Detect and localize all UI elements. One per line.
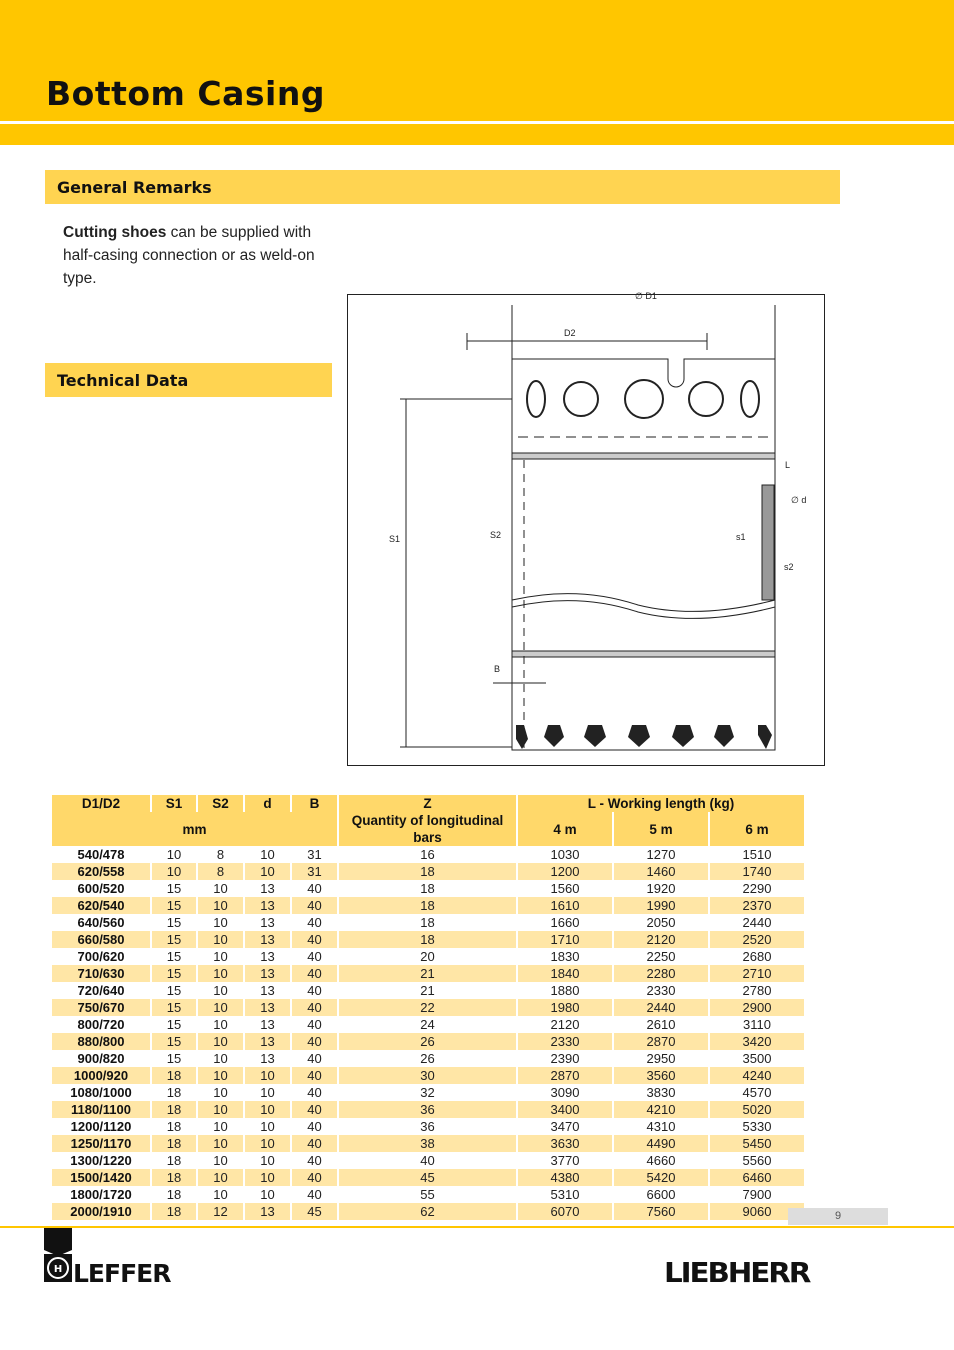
table-cell: 22 [339, 999, 516, 1016]
liebherr-logo: LIEBHERR [664, 1256, 810, 1289]
table-row [52, 846, 804, 863]
technical-data-table [50, 795, 806, 1220]
table-cell: 6070 [518, 1203, 612, 1220]
table-cell: 40 [292, 1101, 337, 1118]
table-cell: 40 [292, 931, 337, 948]
table-cell: 10 [198, 1101, 243, 1118]
table-cell: 40 [307, 1153, 322, 1168]
table-cell: 4310 [646, 1119, 676, 1134]
general-remarks-heading: General Remarks [45, 170, 840, 204]
table-cell: 10 [245, 1135, 290, 1152]
label-s1-upper: S1 [389, 534, 401, 544]
table-cell: 26 [420, 1051, 435, 1066]
label-d1: ∅ D1 [635, 291, 657, 301]
table-cell: 1200/1120 [70, 1119, 132, 1134]
header-stripe [0, 124, 954, 145]
table-cell: 40 [307, 915, 322, 930]
table-cell: 13 [260, 915, 275, 930]
table-cell: 10 [198, 1135, 243, 1152]
table-cell: 3420 [710, 1033, 804, 1050]
table-cell: 3400 [518, 1101, 612, 1118]
table-cell: 40 [292, 1169, 337, 1186]
table-row [52, 1067, 804, 1084]
table-row [52, 1050, 804, 1067]
table-cell: 32 [420, 1085, 435, 1100]
table-cell: 18 [166, 1119, 182, 1134]
table-cell: 2280 [614, 965, 708, 982]
technical-data-heading: Technical Data [45, 363, 332, 397]
table-cell: 620/558 [52, 863, 150, 880]
table-cell: 2710 [710, 965, 804, 982]
table-cell: 1880 [550, 983, 580, 998]
table-cell: 15 [152, 999, 196, 1016]
leffer-logo [44, 1228, 194, 1286]
table-cell: 750/670 [52, 999, 150, 1016]
table-cell: 40 [292, 1033, 337, 1050]
table-row [52, 948, 804, 965]
table-cell: 1560 [550, 881, 580, 896]
table-cell: 10 [213, 1085, 228, 1100]
table-cell: 10 [245, 1067, 290, 1084]
table-cell: 640/560 [77, 915, 125, 930]
table-cell: 10 [245, 1169, 290, 1186]
table-cell: 1250/1170 [52, 1135, 150, 1152]
table-cell: 4210 [614, 1101, 708, 1118]
table-cell: 10 [198, 897, 243, 914]
table-cell: 1800/1720 [70, 1187, 132, 1202]
table-cell: 15 [166, 915, 182, 930]
table-cell: 9060 [710, 1203, 804, 1220]
table-cell: 5330 [742, 1119, 772, 1134]
table-cell: 900/820 [77, 1051, 125, 1066]
table-cell: 8 [198, 863, 243, 880]
table-cell: 700/620 [77, 949, 125, 964]
table-cell: 1270 [646, 847, 676, 862]
table-cell: 1030 [550, 847, 580, 862]
table-cell: 36 [420, 1119, 435, 1134]
table-cell: 2440 [742, 915, 772, 930]
table-cell: 4490 [614, 1135, 708, 1152]
table-cell: 1610 [518, 897, 612, 914]
table-cell: 13 [260, 1051, 275, 1066]
table-cell: 1460 [614, 863, 708, 880]
table-cell: 540/478 [77, 847, 125, 862]
table-row [52, 863, 804, 880]
table-cell: 2680 [742, 949, 772, 964]
table-row [52, 880, 804, 897]
table-cell: 13 [260, 949, 275, 964]
table-cell: 2780 [742, 983, 772, 998]
table-cell: 10 [198, 1067, 243, 1084]
table-cell: 4240 [710, 1067, 804, 1084]
table-cell: 800/720 [77, 1017, 125, 1032]
table-cell: 2610 [646, 1017, 676, 1032]
table-cell: 10 [213, 1153, 228, 1168]
table-row [52, 965, 804, 982]
col-6m: 6 m [710, 812, 804, 846]
table-cell: 3560 [614, 1067, 708, 1084]
table-cell: 10 [213, 983, 228, 998]
svg-text:LEFFER: LEFFER [73, 1259, 171, 1286]
table-row [52, 1118, 804, 1135]
table-cell: 36 [339, 1101, 516, 1118]
table-row [52, 1186, 804, 1203]
table-cell: 2120 [550, 1017, 580, 1032]
table-cell: 3090 [550, 1085, 580, 1100]
table-cell: 3470 [550, 1119, 580, 1134]
table-cell: 18 [152, 1169, 196, 1186]
table-cell: 40 [307, 1085, 322, 1100]
table-cell: 15 [152, 931, 196, 948]
label-s2-lower: s2 [784, 562, 794, 572]
table-cell: 1740 [710, 863, 804, 880]
table-cell: 4380 [518, 1169, 612, 1186]
table-row [52, 1016, 804, 1033]
table-row [52, 1084, 804, 1101]
table-cell: 2120 [614, 931, 708, 948]
table-cell: 1000/920 [52, 1067, 150, 1084]
col-d1d2: D1/D2 [52, 795, 150, 812]
table-cell: 40 [307, 1119, 322, 1134]
table-row [52, 1033, 804, 1050]
table-cell: 2330 [518, 1033, 612, 1050]
table-cell: 13 [245, 965, 290, 982]
table-cell: 10 [198, 931, 243, 948]
table-cell: 2520 [710, 931, 804, 948]
col-s2: S2 [198, 795, 243, 812]
table-cell: 3770 [550, 1153, 580, 1168]
col-s1: S1 [152, 795, 196, 812]
table-cell: 1920 [646, 881, 676, 896]
table-row [52, 1135, 804, 1152]
table-cell: 10 [245, 1101, 290, 1118]
table-cell: 1840 [518, 965, 612, 982]
table-cell: 2900 [710, 999, 804, 1016]
table-row [52, 931, 804, 948]
table-cell: 10 [213, 915, 228, 930]
table-cell: 3110 [743, 1017, 771, 1032]
table-cell: 18 [339, 863, 516, 880]
table-cell: 3830 [646, 1085, 676, 1100]
table-cell: 16 [420, 847, 435, 862]
page-title: Bottom Casing [46, 74, 325, 113]
table-cell: 15 [166, 881, 182, 896]
table-cell: 2250 [646, 949, 676, 964]
table-cell: 15 [152, 1033, 196, 1050]
table-row [52, 914, 804, 931]
table-cell: 10 [260, 1119, 275, 1134]
col-z-sub: Quantity of longitudinal bars [339, 812, 516, 846]
table-cell: 10 [245, 863, 290, 880]
table-cell: 2870 [518, 1067, 612, 1084]
label-s1-lower: s1 [736, 532, 746, 542]
remark-body: can be supplied with half-casing connection or as weld-on type. [63, 224, 315, 287]
table-cell: 6600 [646, 1187, 676, 1202]
col-d: d [245, 795, 290, 812]
col-4m: 4 m [518, 812, 612, 846]
table-cell: 13 [245, 931, 290, 948]
table-cell: 31 [307, 847, 322, 862]
table-cell: 10 [260, 847, 275, 862]
table-cell: 40 [307, 881, 322, 896]
table-row [52, 897, 804, 914]
table-cell: 45 [339, 1169, 516, 1186]
remark-bold: Cutting shoes [63, 224, 167, 241]
table-cell: 6460 [710, 1169, 804, 1186]
table-cell: 10 [213, 1119, 228, 1134]
table-cell: 13 [260, 983, 275, 998]
table-cell: 10 [213, 1187, 228, 1202]
table-cell: 10 [213, 1051, 228, 1066]
table-cell: 2290 [742, 881, 772, 896]
table-cell: 5560 [742, 1153, 772, 1168]
table-cell: 18 [152, 1135, 196, 1152]
table-cell: 5450 [710, 1135, 804, 1152]
table-cell: 880/800 [52, 1033, 150, 1050]
table-cell: 40 [292, 965, 337, 982]
table-cell: 26 [339, 1033, 516, 1050]
table-cell: 12 [198, 1203, 243, 1220]
table-cell: 55 [420, 1187, 435, 1202]
table-cell: 40 [307, 949, 322, 964]
table-cell: 10 [260, 1187, 275, 1202]
table-cell: 10 [260, 1153, 275, 1168]
table-cell: 40 [292, 999, 337, 1016]
table-cell: 18 [166, 1187, 182, 1202]
table-cell: 3630 [518, 1135, 612, 1152]
table-cell: 2330 [646, 983, 676, 998]
table-cell: 18 [339, 931, 516, 948]
table-cell: 40 [307, 983, 322, 998]
table-cell: 3500 [742, 1051, 772, 1066]
table-cell: 40 [307, 1051, 322, 1066]
table-cell: 24 [420, 1017, 435, 1032]
table-cell: 620/540 [52, 897, 150, 914]
label-b: B [494, 664, 501, 674]
table-cell: 1830 [550, 949, 580, 964]
table-cell: 13 [260, 1017, 275, 1032]
general-remarks-text [63, 221, 343, 290]
table-cell: 7900 [742, 1187, 772, 1202]
table-cell: 31 [292, 863, 337, 880]
table-cell: 2870 [614, 1033, 708, 1050]
table-cell: 1300/1220 [70, 1153, 132, 1168]
table-cell: 13 [245, 999, 290, 1016]
unit-mm: mm [52, 812, 337, 846]
label-l: L [785, 460, 791, 470]
table-cell: 4570 [742, 1085, 772, 1100]
table-cell: 40 [292, 1067, 337, 1084]
col-working-length: L - Working length (kg) [518, 795, 804, 812]
table-row [52, 999, 804, 1016]
table-cell: 1200 [518, 863, 612, 880]
table-cell: 710/630 [52, 965, 150, 982]
table-cell: 5420 [614, 1169, 708, 1186]
table-cell: 15 [166, 1051, 182, 1066]
table-cell: 18 [420, 915, 435, 930]
page-number: 9 [788, 1208, 888, 1225]
table-cell: 5020 [710, 1101, 804, 1118]
table-cell: 10 [213, 1017, 228, 1032]
table-cell: 600/520 [77, 881, 125, 896]
table-row [52, 1152, 804, 1169]
table-cell: 18 [339, 897, 516, 914]
table-cell: 5310 [550, 1187, 580, 1202]
table-cell: 13 [245, 897, 290, 914]
table-cell: 1500/1420 [52, 1169, 150, 1186]
table-cell: 30 [339, 1067, 516, 1084]
table-cell: 40 [420, 1153, 435, 1168]
table-cell: 2440 [614, 999, 708, 1016]
table-row [52, 1101, 804, 1118]
table-cell: 10 [213, 949, 228, 964]
table-cell: 40 [292, 897, 337, 914]
table-cell: 2370 [710, 897, 804, 914]
table-cell: 10 [166, 847, 182, 862]
table-cell: 1080/1000 [70, 1085, 132, 1100]
svg-text:H: H [53, 1264, 63, 1275]
table-cell: 1980 [518, 999, 612, 1016]
table-row [52, 1203, 804, 1220]
table-cell: 18 [152, 1203, 196, 1220]
col-z: Z [339, 795, 516, 812]
table-cell: 15 [166, 983, 182, 998]
table-cell: 45 [292, 1203, 337, 1220]
table-cell: 2950 [646, 1051, 676, 1066]
table-cell: 15 [152, 897, 196, 914]
table-cell: 20 [420, 949, 435, 964]
table-cell: 10 [198, 999, 243, 1016]
table-row [52, 1169, 804, 1186]
table-cell: 21 [339, 965, 516, 982]
table-cell: 1710 [518, 931, 612, 948]
table-cell: 40 [307, 1187, 322, 1202]
table-cell: 1510 [742, 847, 772, 862]
table-cell: 10 [198, 1033, 243, 1050]
table-cell: 2390 [550, 1051, 580, 1066]
table-cell: 13 [260, 881, 275, 896]
table-cell: 8 [216, 847, 225, 862]
label-d2: D2 [564, 328, 576, 338]
label-s2-upper: S2 [490, 530, 502, 540]
table-cell: 18 [152, 1101, 196, 1118]
table-cell: 21 [420, 983, 435, 998]
table-row [52, 982, 804, 999]
table-cell: 18 [166, 1085, 182, 1100]
table-cell: 18 [152, 1067, 196, 1084]
table-cell: 13 [245, 1033, 290, 1050]
table-cell: 10 [152, 863, 196, 880]
table-cell: 10 [213, 881, 228, 896]
table-cell: 1180/1100 [52, 1101, 150, 1118]
table-cell: 2000/1910 [52, 1203, 150, 1220]
table-cell: 660/580 [52, 931, 150, 948]
table-cell: 40 [292, 1135, 337, 1152]
col-5m: 5 m [614, 812, 708, 846]
table-cell: 40 [307, 1017, 322, 1032]
table-cell: 10 [198, 1169, 243, 1186]
table-cell: 38 [339, 1135, 516, 1152]
table-cell: 13 [245, 1203, 290, 1220]
table-cell: 1660 [550, 915, 580, 930]
table-cell: 10 [260, 1085, 275, 1100]
table-cell: 720/640 [77, 983, 125, 998]
table-cell: 1990 [614, 897, 708, 914]
table-cell: 15 [152, 965, 196, 982]
table-cell: 4660 [646, 1153, 676, 1168]
table-cell: 15 [166, 1017, 182, 1032]
table-cell: 15 [166, 949, 182, 964]
col-b: B [292, 795, 337, 812]
table-cell: 7560 [614, 1203, 708, 1220]
table-cell: 2050 [646, 915, 676, 930]
table-cell: 18 [420, 881, 435, 896]
casing-diagram [347, 291, 825, 766]
table-cell: 10 [198, 965, 243, 982]
table-cell: 62 [339, 1203, 516, 1220]
table-cell: 18 [166, 1153, 182, 1168]
label-d: ∅ d [791, 495, 807, 505]
